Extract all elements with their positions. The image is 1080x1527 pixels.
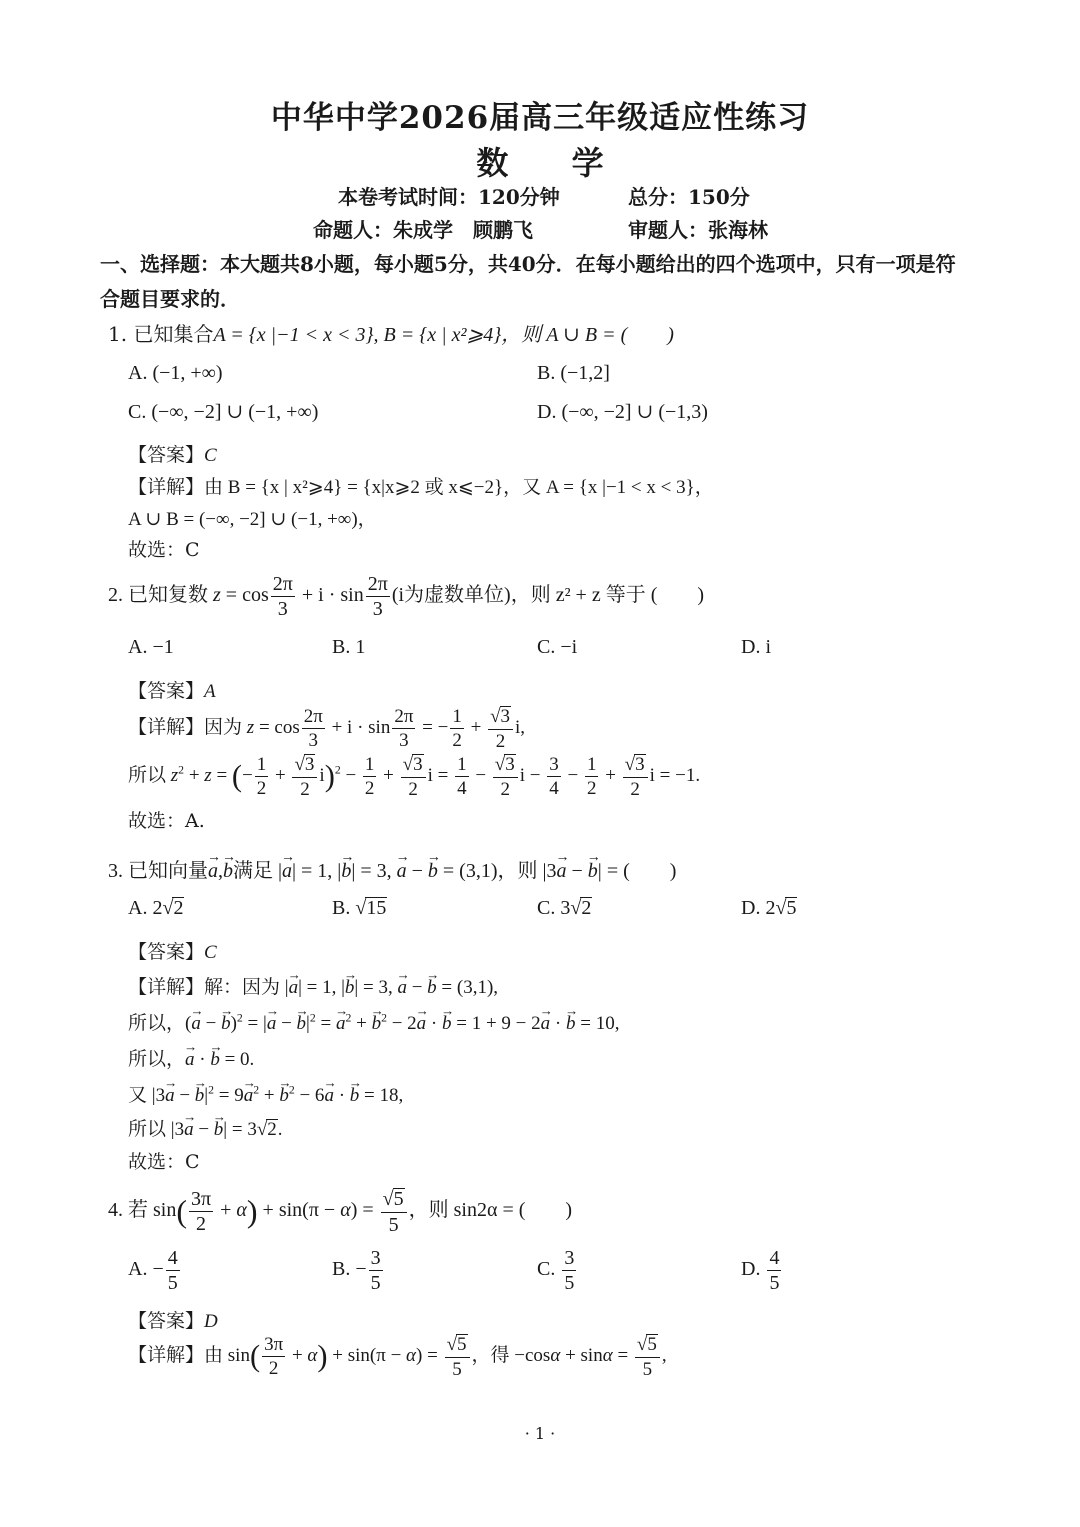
q1-detail-line1 (128, 472, 714, 499)
answer-tag: 【答案】 (128, 680, 205, 702)
q1-conclusion: 故选：C (128, 539, 200, 561)
question-stem-end: (i为虚数单位)，则 z² + z 等于 ( ) (391, 584, 705, 607)
q4-option-b: B. − $\frac{3}{5}$ (332, 1247, 381, 1294)
q3-detail-line4: 又 |3a → − $b \to|^2 = 9a \to^2 + b \to^2 - 6a$ → · b → = 18, (128, 1080, 403, 1107)
question-4: 4. 若 sin( $\frac{3\pi}{2}$ + α) + sin(π − α) = $\frac{√5}{5}$ ，则 sin2α = ( ) (108, 1188, 573, 1236)
answer-tag: 【答案】 (128, 444, 205, 466)
q4-option-a: A. − $\frac{4}{5}$ (128, 1247, 178, 1294)
q2-option-d: D. i (741, 636, 771, 658)
q2-detail-line2: 所以 $z^2 + z$ = (− $\frac{1}{2}$ + $\frac{√3}{2}$ i)$^2$ − $\frac{1}{2}$ + $\frac{√3}{2}$ i = $\frac{1}{4}$ − $\frac{√3}{2}$ i − $\frac{3}{4}$ − $\frac{1}{2}$ + $\frac{√3}{2}$ i = −1. (128, 753, 701, 800)
q2-detail-line1: 【详解】因为 z = cos $\frac{2\pi}{3}$ + i · sin $\frac{2\pi}{3}$ = − $\frac{1}{2}$ + $\frac{√3}{2}$ i, (128, 705, 526, 752)
detail-tag: 【详解】 (128, 977, 205, 998)
q1-option-a: A. (−1, +∞) (128, 362, 223, 384)
total-score: 总分：150分 (628, 185, 750, 209)
q3-detail-line5: 所以 |3a → − b →| = 3√2. (128, 1114, 283, 1141)
q4-answer (128, 1306, 218, 1333)
question-stem: 已知复数 (128, 584, 208, 607)
question-number: 4. (108, 1199, 123, 1222)
q3-option-a: A. 2√2 (128, 897, 184, 919)
subject-title: 数 学 (476, 144, 630, 182)
question-number: 1. (108, 322, 128, 346)
question-1 (108, 318, 674, 347)
q3-conclusion: 故选：C (128, 1151, 200, 1173)
q2-answer (128, 676, 216, 703)
exam-time: 本卷考试时间：120分钟 (338, 185, 560, 209)
q3-option-d: D. 2√5 (741, 897, 797, 919)
question-stem: 已知集合 (133, 322, 214, 346)
q2-option-c: C. −i (537, 636, 578, 658)
question-number: 3. (108, 860, 123, 882)
q2-option-a: A. −1 (128, 636, 174, 658)
detail-tag: 【详解】 (128, 1344, 205, 1366)
q4-detail-line1: 【详解】由 sin( $\frac{3\pi}{2}$ + α) + sin(π − α) = $\frac{√5}{5}$ ，得 −cosα + sinα = $\frac{√5}{5}$ , (128, 1333, 667, 1380)
answer-tag: 【答案】 (128, 941, 205, 963)
q1-answer (128, 440, 217, 467)
q1-option-c: C. (−∞, −2] ∪ (−1, +∞) (128, 401, 319, 423)
page-number: · 1 · (524, 1424, 556, 1443)
section-instructions-line2: 合题目要求的． (100, 287, 240, 311)
reviewer: 审题人：张海林 (628, 218, 768, 242)
answer-value: C (204, 942, 217, 963)
question-2: 2. 已知复数 z = cos $\frac{2\pi}{3}$ + i · sin $\frac{2\pi}{3}$ (i为虚数单位)，则 z² + z 等于 ( ) (108, 573, 705, 620)
section-instructions-line1: 一、选择题：本大题共8小题，每小题5分，共40分．在每小题给出的四个选项中，只有一项是符 (100, 252, 956, 276)
q3-detail-line1: 【详解】解：因为 |a →| = 1, |b →| = 3, a → − b → = (3,1), (128, 972, 498, 999)
question-stem: 若 (128, 1199, 148, 1222)
exam-title: 中华中学2026届高三年级适应性练习 (270, 100, 810, 136)
question-number: 2. (108, 584, 123, 607)
answer-value: D (204, 1311, 218, 1332)
q1-option-b: B. (−1,2] (537, 362, 610, 384)
detail-text: 所以 (128, 764, 167, 786)
answer-tag: 【答案】 (128, 1310, 205, 1332)
detail-tag: 【详解】 (128, 716, 205, 738)
q3-option-b: B. √15 (332, 897, 387, 919)
q4-option-c: C. $\frac{3}{5}$ (537, 1247, 575, 1294)
detail-text: 由 B = {x | x²⩾4} = {x|x⩾2 或 x⩽−2}，又 A = {x |−1 < x < 3}， (204, 477, 714, 498)
answer-value: C (204, 445, 217, 466)
q2-conclusion: 故选：A. (128, 810, 205, 832)
q2-option-b: B. 1 (332, 636, 366, 658)
q1-option-d: D. (−∞, −2] ∪ (−1,3) (537, 401, 708, 423)
q3-option-c: C. 3√2 (537, 897, 592, 919)
q3-answer (128, 937, 217, 964)
detail-tag: 【详解】 (128, 476, 205, 498)
question-3: 3. 已知向量a →,b →满足 |a →| = 1, |b →| = 3, a → − b → = (3,1)，则 |3a → − b →| = ( ) (108, 854, 676, 883)
question-stem-math: A = {x |−1 < x < 3}, B = {x | x²⩾4}，则 A ∪ B = ( ) (213, 324, 674, 346)
question-stem: 已知向量 (128, 860, 208, 882)
q3-detail-line2: 所以，(a → − b →)$^2$ = |a → − $b \to|^2 = a \to^2 + b \to^2 - 2a$ → · b → = 1 + 9 − 2a → · b → = 10, (128, 1008, 619, 1035)
q1-detail-line2: A ∪ B = (−∞, −2] ∪ (−1, +∞)， (128, 509, 377, 530)
answer-value: A (204, 681, 216, 702)
detail-text: 因为 (204, 716, 243, 738)
q3-detail-line3: 所以，a → · b → = 0. (128, 1044, 254, 1071)
authors: 命题人：朱成学 顾鹏飞 (313, 218, 533, 242)
q4-option-d: D. $\frac{4}{5}$ (741, 1247, 780, 1294)
